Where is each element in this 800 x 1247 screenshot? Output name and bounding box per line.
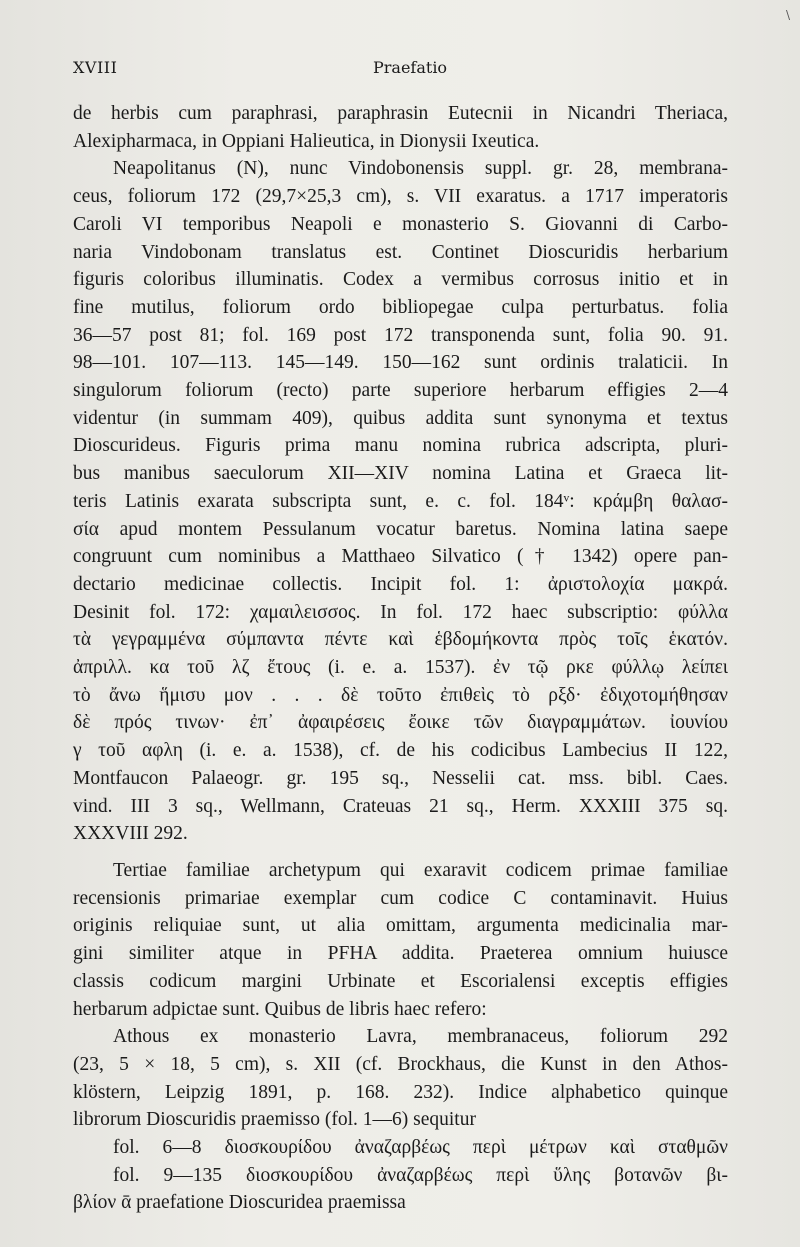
paragraph-gap [73,848,728,857]
text-line: δὲ πρός τινων· ἐπ᾽ ἀφαιρέσεις ἔοικε τῶν διαγραμμάτων. ἰουνίου [73,712,728,734]
text-line: klöstern, Leipzig 1891, p. 168. 232). Indice alphabetico quinque [73,1081,728,1103]
text-line: fol. 9—135 διοσκουρίδου ἀναζαρβέως περὶ ὕλης βοτανῶν βι- [113,1164,728,1186]
text-line: 98—101. 107—113. 145—149. 150—162 sunt ordinis tralaticii. In [73,352,728,374]
running-title: Praefatio [373,58,448,77]
text-line: XXXVIII 292. [73,823,188,845]
text-line: Caroli VI temporibus Neapoli e monasterio S. Giovanni di Carbo- [73,213,728,235]
text-line: γ τοῦ αφλη (i. e. a. 1538), cf. de his codicibus Lambecius II 122, [73,740,728,762]
text-line: vind. III 3 sq., Wellmann, Crateuas 21 sq., Herm. XXXIII 375 sq. [73,795,728,817]
text-line: figuris coloribus illuminatis. Codex a vermibus corrosus initio et in [73,269,728,291]
text-line: τὰ γεγραμμένα σύμπαντα πέντε καὶ ἑβδομήκοντα πρὸς τοῖς ἑκατόν. [73,629,728,651]
text-line: βλίον ᾱ praefatione Dioscuridea praemissa [73,1192,406,1214]
text-line: dectario medicinae collectis. Incipit fol. 1: ἀριστολοχία μακρά. [73,573,728,595]
text-line: videntur (in summam 409), quibus addita sunt synonyma et textus [73,407,728,429]
text-line: Montfaucon Palaeogr. gr. 195 sq., Nesselii cat. mss. bibl. Caes. [73,767,728,789]
text-line: (23, 5 × 18, 5 cm), s. XII (cf. Brockhaus, die Kunst in den Athos- [73,1053,728,1075]
text-line: bus manibus saeculorum XII—XIV nomina Latina et Graeca lit- [73,463,728,485]
text-line: Desinit fol. 172: χαμαιλεισσος. In fol. 172 haec subscriptio: φύλλα [73,601,728,623]
text-line: teris Latinis exarata subscripta sunt, e. c. fol. 184ᵛ: κράμβη θαλασ- [73,490,728,512]
text-line: naria Vindobonam translatus est. Continet Dioscuridis herbarium [73,241,728,263]
text-line: classis codicum margini Urbinate et Escorialensi exceptis effigies [73,970,728,992]
text-line: Neapolitanus (N), nunc Vindobonensis suppl. gr. 28, membrana- [113,158,728,180]
text-line: fol. 6—8 διοσκουρίδου ἀναζαρβέως περὶ μέτρων καὶ σταθμῶν [113,1137,728,1159]
corner-mark: \ [785,8,790,22]
running-head [73,58,728,82]
text-line: recensionis primariae exemplar cum codice C contaminavit. Huius [73,887,728,909]
text-line: singulorum foliorum (recto) parte superiore herbarum effigies 2—4 [73,380,728,402]
text-line: gini similiter atque in PFHA addita. Praeterea omnium huiusce [73,943,728,965]
text-line: originis reliquiae sunt, ut alia omittam, argumenta medicinalia mar- [73,915,728,937]
text-line: de herbis cum paraphrasi, paraphrasin Eutecnii in Nicandri Theriaca, [73,103,728,124]
page-number: XVIII [73,58,118,77]
text-line: 36—57 post 81; fol. 169 post 172 transponenda sunt, folia 90. 91. [73,324,728,346]
text-line: congruunt cum nominibus a Matthaeo Silvatico († 1342) opere pan- [73,546,728,568]
text-line: Tertiae familiae archetypum qui exaravit codicem primae familiae [113,859,728,881]
text-line: Dioscurideus. Figuris prima manu nomina rubrica adscripta, pluri- [73,435,728,457]
text-line: ceus, foliorum 172 (29,7×25,3 cm), s. VII exaratus. a 1717 imperatoris [73,186,728,208]
text-line: fine mutilus, foliorum ordo bibliopegae culpa perturbatus. folia [73,296,728,318]
text-line: Alexipharmaca, in Oppiani Halieutica, in Dionysii Ixeutica. [73,130,540,152]
text-line: ἀπριλλ. κα τοῦ λζ ἔτους (i. e. a. 1537). ἐν τῷ ρκε φύλλῳ λείπει [73,657,728,679]
text-line: librorum Dioscuridis praemisso (fol. 1—6) sequitur [73,1109,476,1131]
text-line: σία apud montem Pessulanum vocatur baretus. Nomina latina saepe [73,518,728,540]
text-line: herbarum adpictae sunt. Quibus de libris haec refero: [73,998,487,1020]
text-line: Athous ex monasterio Lavra, membranaceus, foliorum 292 [113,1026,728,1048]
body-text [73,100,728,1217]
text-line: τὸ ἄνω ἥμισυ μον . . . δὲ τοῦτο ἐπιθεὶς τὸ ρξδ· ἐδιχοτομήθησαν [73,684,728,706]
